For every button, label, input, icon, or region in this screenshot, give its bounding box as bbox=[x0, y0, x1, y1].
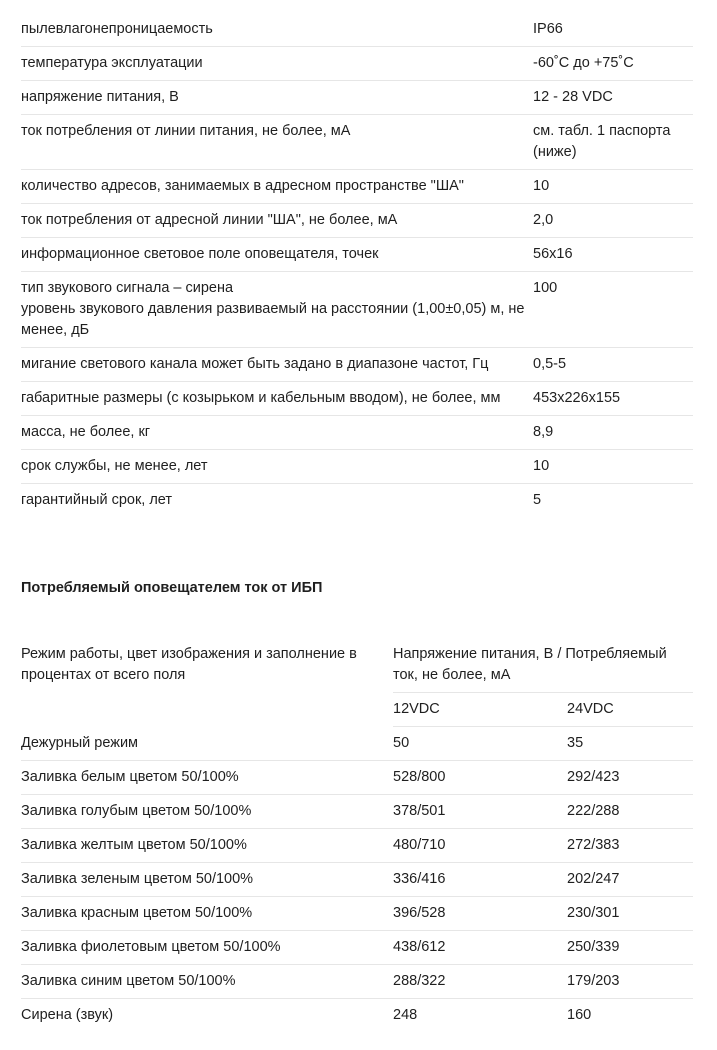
spec-value: IP66 bbox=[533, 13, 693, 47]
spec-value: 8,9 bbox=[533, 416, 693, 450]
spec-value: 10 bbox=[533, 450, 693, 484]
spec-row bbox=[21, 13, 693, 47]
mode-label: Заливка синим цветом 50/100% bbox=[21, 965, 393, 999]
spec-name: информационное световое поле оповещателя, точек bbox=[21, 238, 533, 272]
spec-name: температура эксплуатации bbox=[21, 47, 533, 81]
spec-value: 100 bbox=[533, 272, 693, 348]
spec-name: масса, не более, кг bbox=[21, 416, 533, 450]
spec-row bbox=[21, 450, 693, 484]
spec-value: см. табл. 1 паспорта (ниже) bbox=[533, 115, 693, 170]
value-12v: 336/416 bbox=[393, 863, 567, 897]
value-24v: 179/203 bbox=[567, 965, 693, 999]
value-24v: 222/288 bbox=[567, 795, 693, 829]
value-24v: 272/383 bbox=[567, 829, 693, 863]
table-row bbox=[21, 761, 693, 795]
value-24v: 292/423 bbox=[567, 761, 693, 795]
spec-row bbox=[21, 348, 693, 382]
value-24v: 35 bbox=[567, 727, 693, 761]
spec-name: срок службы, не менее, лет bbox=[21, 450, 533, 484]
mode-label: Заливка желтым цветом 50/100% bbox=[21, 829, 393, 863]
current-table-header bbox=[21, 638, 693, 693]
spec-row bbox=[21, 484, 693, 518]
voltage-12: 12VDC bbox=[393, 693, 567, 727]
table-row bbox=[21, 795, 693, 829]
mode-label: Заливка фиолетовым цветом 50/100% bbox=[21, 931, 393, 965]
header-mode: Режим работы, цвет изображения и заполнение в процентах от всего поля bbox=[21, 646, 357, 683]
spec-name: ток потребления от линии питания, не более, мА bbox=[21, 115, 533, 170]
spec-name: мигание светового канала может быть задано в диапазоне частот, Гц bbox=[21, 348, 533, 382]
table-row bbox=[21, 897, 693, 931]
value-24v: 230/301 bbox=[567, 897, 693, 931]
spec-value: 12 - 28 VDC bbox=[533, 81, 693, 115]
voltage-24: 24VDC bbox=[567, 693, 693, 727]
spec-section bbox=[21, 13, 693, 517]
spec-table bbox=[21, 13, 693, 517]
spec-row bbox=[21, 272, 693, 348]
value-12v: 378/501 bbox=[393, 795, 567, 829]
value-12v: 248 bbox=[393, 999, 567, 1033]
spec-name: напряжение питания, В bbox=[21, 81, 533, 115]
value-12v: 288/322 bbox=[393, 965, 567, 999]
value-12v: 528/800 bbox=[393, 761, 567, 795]
spec-row bbox=[21, 416, 693, 450]
value-24v: 160 bbox=[567, 999, 693, 1033]
spec-name: тип звукового сигнала – сирена уровень звукового давления развиваемый на расстоянии (1,00±0,05) м, не менее, дБ bbox=[21, 272, 533, 348]
mode-label: Заливка белым цветом 50/100% bbox=[21, 761, 393, 795]
spec-name: габаритные размеры (с козырьком и кабельным вводом), не более, мм bbox=[21, 382, 533, 416]
mode-label: Заливка голубым цветом 50/100% bbox=[21, 795, 393, 829]
value-24v: 202/247 bbox=[567, 863, 693, 897]
spec-name: пылевлагонепроницаемость bbox=[21, 13, 533, 47]
table-row bbox=[21, 999, 693, 1033]
spec-value: 56х16 bbox=[533, 238, 693, 272]
mode-label: Заливка зеленым цветом 50/100% bbox=[21, 863, 393, 897]
spec-value: -60˚С до +75˚С bbox=[533, 47, 693, 81]
value-12v: 480/710 bbox=[393, 829, 567, 863]
spec-value: 5 bbox=[533, 492, 542, 508]
header-voltage-current: Напряжение питания, В / Потребляемый ток, не более, мА bbox=[393, 646, 667, 683]
voltage-row bbox=[21, 693, 693, 727]
table-row bbox=[21, 931, 693, 965]
current-table bbox=[21, 638, 693, 1032]
table-row bbox=[21, 863, 693, 897]
spec-name: количество адресов, занимаемых в адресном пространстве "ША" bbox=[21, 170, 533, 204]
spec-value: 2,0 bbox=[533, 204, 693, 238]
value-12v: 50 bbox=[393, 727, 567, 761]
spec-value: 0,5-5 bbox=[533, 348, 693, 382]
spec-row bbox=[21, 81, 693, 115]
mode-label: Дежурный режим bbox=[21, 734, 139, 751]
table-row bbox=[21, 965, 693, 999]
value-12v: 438/612 bbox=[393, 931, 567, 965]
spec-row bbox=[21, 238, 693, 272]
spec-name: ток потребления от адресной линии "ША", не более, мА bbox=[21, 204, 533, 238]
spec-row bbox=[21, 170, 693, 204]
spec-row bbox=[21, 382, 693, 416]
mode-label: Сирена (звук) bbox=[21, 999, 393, 1033]
mode-label: Заливка красным цветом 50/100% bbox=[21, 897, 393, 931]
spec-value: 10 bbox=[533, 170, 693, 204]
voltage-row-empty bbox=[21, 693, 393, 727]
table-row bbox=[21, 829, 693, 863]
table-row bbox=[21, 727, 693, 761]
current-table-title: Потребляемый оповещателем ток от ИБП bbox=[21, 580, 323, 596]
spec-row bbox=[21, 47, 693, 81]
spec-name: гарантийный срок, лет bbox=[21, 492, 173, 508]
spec-row bbox=[21, 115, 693, 170]
spec-row bbox=[21, 204, 693, 238]
spec-value: 453х226х155 bbox=[533, 382, 693, 416]
value-12v: 396/528 bbox=[393, 897, 567, 931]
value-24v: 250/339 bbox=[567, 931, 693, 965]
